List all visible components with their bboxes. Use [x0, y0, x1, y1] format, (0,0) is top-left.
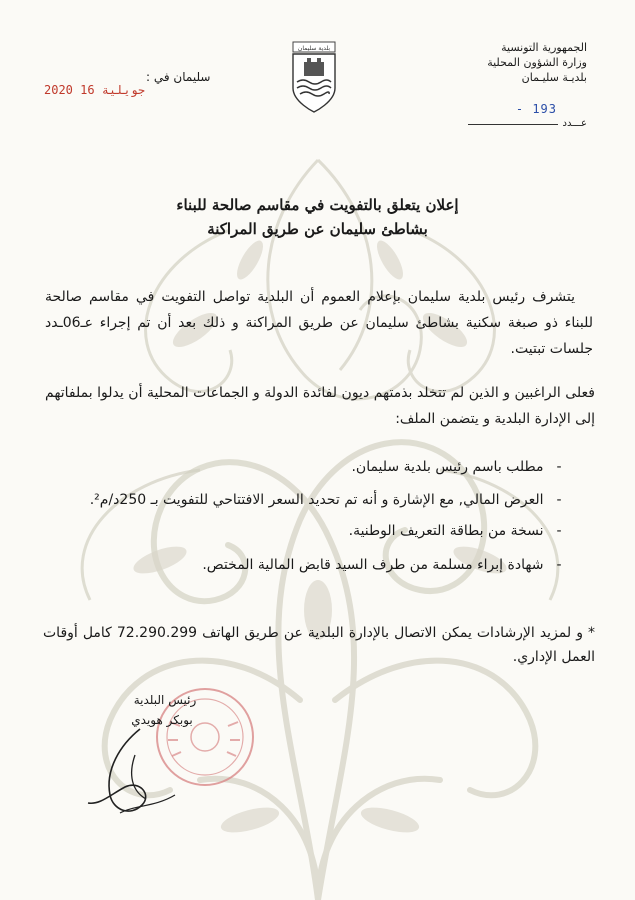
requirement-text: مطلب باسم رئيس بلدية سليمان.: [351, 459, 544, 475]
requirement-text: شهادة إبراء مسلمة من طرف السيد قابض المالية المختص.: [202, 557, 544, 573]
reference-underline: [468, 124, 558, 125]
signatory-name: بوبكر هويدي: [131, 713, 193, 727]
requirement-text: العرض المالي, مع الإشارة و أنه تم تحديد السعر الافتتاحي للتفويت بـ 250د/م².: [89, 492, 544, 508]
handwritten-signature-icon: [80, 725, 190, 825]
requirement-item: [50, 521, 570, 541]
contact-note: * و لمزيد الإرشادات يمكن الاتصال بالإدارة البلدية عن طريق الهاتف 72.290.299 كامل أوقات العمل الإداري.: [43, 625, 595, 665]
announcement-title-line-1: إعلان يتعلق بالتفويت في مقاسم صالحة للبناء: [176, 196, 459, 214]
list-bullet: -: [556, 459, 562, 475]
emblem-caption: بلدية سليمان: [297, 45, 331, 52]
city-date-label: سليمان في :: [146, 70, 211, 84]
requirement-item: [50, 490, 570, 510]
header-ministry: وزارة الشؤون المحلية: [487, 56, 587, 69]
announcement-title-line-2: بشاطئ سليمان عن طريق المراكنة: [207, 220, 428, 238]
reference-label: عـــدد: [562, 118, 587, 129]
requirement-item: [50, 457, 570, 477]
date-stamp: 2020 جويلية 16: [44, 83, 146, 97]
reference-number-stamp: - 193: [515, 102, 557, 116]
requirement-item: [50, 555, 570, 575]
header-republic: الجمهورية التونسية: [501, 41, 587, 54]
requirement-text: نسخة من بطاقة التعريف الوطنية.: [348, 523, 544, 539]
signatory-title: رئيس البلدية: [133, 693, 197, 707]
body-paragraph-intro: يتشرف رئيس بلدية سليمان بإعلام العموم أن البلدية تواصل التفويت في مقاسم صالحة للبناء ذو صبغة سكنية بشاطئ سليمان عن طريق المراكنة و ذلك بعد أن تم إجراء عـ06ـدد جلسات تبتيت.: [45, 289, 593, 357]
list-bullet: -: [556, 492, 562, 508]
municipality-emblem-icon: [291, 40, 337, 114]
list-bullet: -: [556, 523, 562, 539]
body-paragraph-conditions: فعلى الراغبين و الذين لم تتخلد بذمتهم ديون لفائدة الدولة و الجماعات المحلية أن يدلوا بملفاتهم إلى الإدارة البلدية و يتضمن الملف:: [45, 385, 595, 427]
header-municipality: بلديـة سليـمان: [521, 71, 587, 84]
list-bullet: -: [556, 557, 562, 573]
header-authority-block: [417, 40, 587, 85]
